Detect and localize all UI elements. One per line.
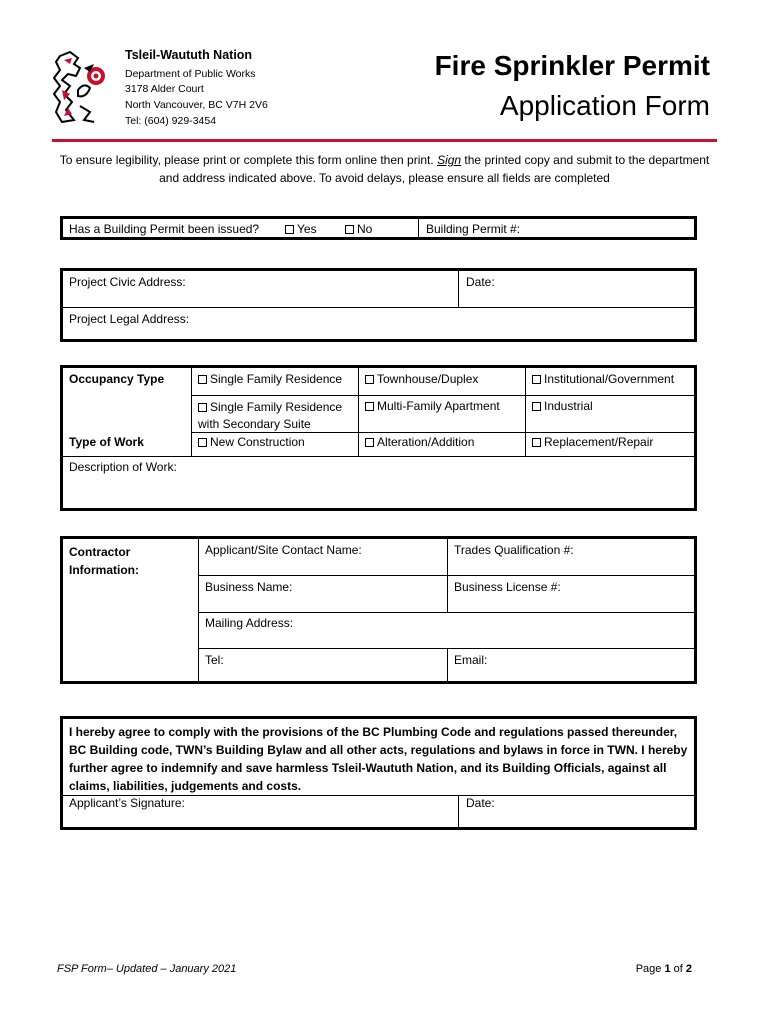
address-date-field[interactable]: Date: — [466, 275, 495, 289]
tsleil-waututh-logo — [50, 50, 108, 126]
form-title: Fire Sprinkler Permit — [434, 50, 710, 81]
header-divider — [52, 139, 717, 142]
checkbox-icon[interactable] — [198, 438, 207, 447]
divider — [525, 368, 526, 456]
checkbox-icon[interactable] — [345, 225, 354, 234]
page-number: Page 1 of 2 — [635, 963, 692, 975]
occupancy-section — [60, 365, 697, 511]
divider — [191, 368, 192, 456]
divider — [198, 648, 694, 649]
checkbox-icon[interactable] — [198, 403, 207, 412]
org-name: Tsleil-Waututh Nation — [125, 48, 253, 62]
divider — [458, 271, 459, 307]
checkbox-icon[interactable] — [365, 438, 374, 447]
divider — [63, 456, 694, 457]
checkbox-icon[interactable] — [285, 225, 294, 234]
business-license-field[interactable]: Business License #: — [454, 580, 561, 594]
address-line-1: 3178 Alder Court — [125, 83, 204, 95]
department: Department of Public Works — [125, 68, 256, 80]
description-of-work-field[interactable]: Description of Work: — [69, 460, 177, 474]
trades-qualification-field[interactable]: Trades Qualification #: — [454, 543, 574, 557]
option-replacement[interactable]: Replacement/Repair — [532, 435, 653, 449]
declaration-text: I hereby agree to comply with the provisions of the BC Plumbing Code and regulations passed thereunder, BC Building code, TWN’s Building Bylaw and all other acts, regulations and bylaws in force in TWN. I hereby further agree to indemnify and save harmless Tsleil-Waututh Nation, and its Building Officials, against all claims, liabilities, judgements and costs. — [69, 725, 688, 793]
contact-name-field[interactable]: Applicant/Site Contact Name: — [205, 543, 362, 557]
permit-row — [60, 216, 697, 240]
declaration-section — [60, 716, 697, 830]
business-name-field[interactable]: Business Name: — [205, 580, 293, 594]
divider — [358, 368, 359, 456]
occupancy-type-label: Occupancy Type — [69, 372, 165, 386]
address-section — [60, 268, 697, 342]
mailing-address-field[interactable]: Mailing Address: — [205, 616, 294, 630]
sign-emphasis: Sign — [437, 153, 462, 167]
divider — [198, 575, 694, 576]
option-single-family[interactable]: Single Family Residence — [198, 372, 342, 386]
legal-address-field[interactable]: Project Legal Address: — [69, 312, 190, 326]
divider — [418, 219, 419, 237]
form-version: FSP Form– Updated – January 2021 — [57, 963, 237, 975]
civic-address-field[interactable]: Project Civic Address: — [69, 275, 186, 289]
checkbox-icon[interactable] — [198, 375, 207, 384]
divider — [198, 539, 199, 681]
option-institutional[interactable]: Institutional/Government — [532, 372, 674, 386]
divider — [458, 795, 459, 827]
divider — [191, 395, 694, 396]
divider — [198, 612, 694, 613]
contractor-section — [60, 536, 697, 684]
form-subtitle: Application Form — [499, 90, 710, 121]
option-single-family-suite[interactable]: Single Family Residence with Secondary Suite — [198, 400, 343, 431]
checkbox-icon[interactable] — [365, 375, 374, 384]
contractor-email-field[interactable]: Email: — [454, 653, 488, 667]
divider — [63, 307, 694, 308]
checkbox-icon[interactable] — [532, 375, 541, 384]
contractor-label: Contractor Information: — [69, 545, 139, 577]
option-new-construction[interactable]: New Construction — [198, 435, 305, 449]
type-of-work-label: Type of Work — [69, 435, 144, 449]
option-alteration[interactable]: Alteration/Addition — [365, 435, 474, 449]
checkbox-icon[interactable] — [365, 402, 374, 411]
permit-question: Has a Building Permit been issued? — [69, 222, 260, 236]
permit-yes-option[interactable]: Yes — [285, 222, 317, 236]
signature-date-field[interactable]: Date: — [466, 796, 495, 810]
option-townhouse[interactable]: Townhouse/Duplex — [365, 372, 478, 386]
checkbox-icon[interactable] — [532, 402, 541, 411]
divider — [447, 648, 448, 681]
option-industrial[interactable]: Industrial — [532, 399, 593, 413]
address-line-2: North Vancouver, BC V7H 2V6 — [125, 99, 268, 111]
building-permit-number-field[interactable]: Building Permit #: — [426, 222, 521, 236]
contractor-tel-field[interactable]: Tel: — [205, 653, 224, 667]
instructions: To ensure legibility, please print or complete this form online then print. Sign the printed copy and submit to the department and address indicated above. To avoid delays, please ensure all fields are completed — [59, 153, 710, 185]
checkbox-icon[interactable] — [532, 438, 541, 447]
option-multi-family[interactable]: Multi-Family Apartment — [365, 399, 500, 413]
applicant-signature-field[interactable]: Applicant’s Signature: — [69, 796, 185, 810]
permit-no-option[interactable]: No — [345, 222, 372, 236]
org-telephone: Tel: (604) 929-3454 — [125, 115, 217, 127]
